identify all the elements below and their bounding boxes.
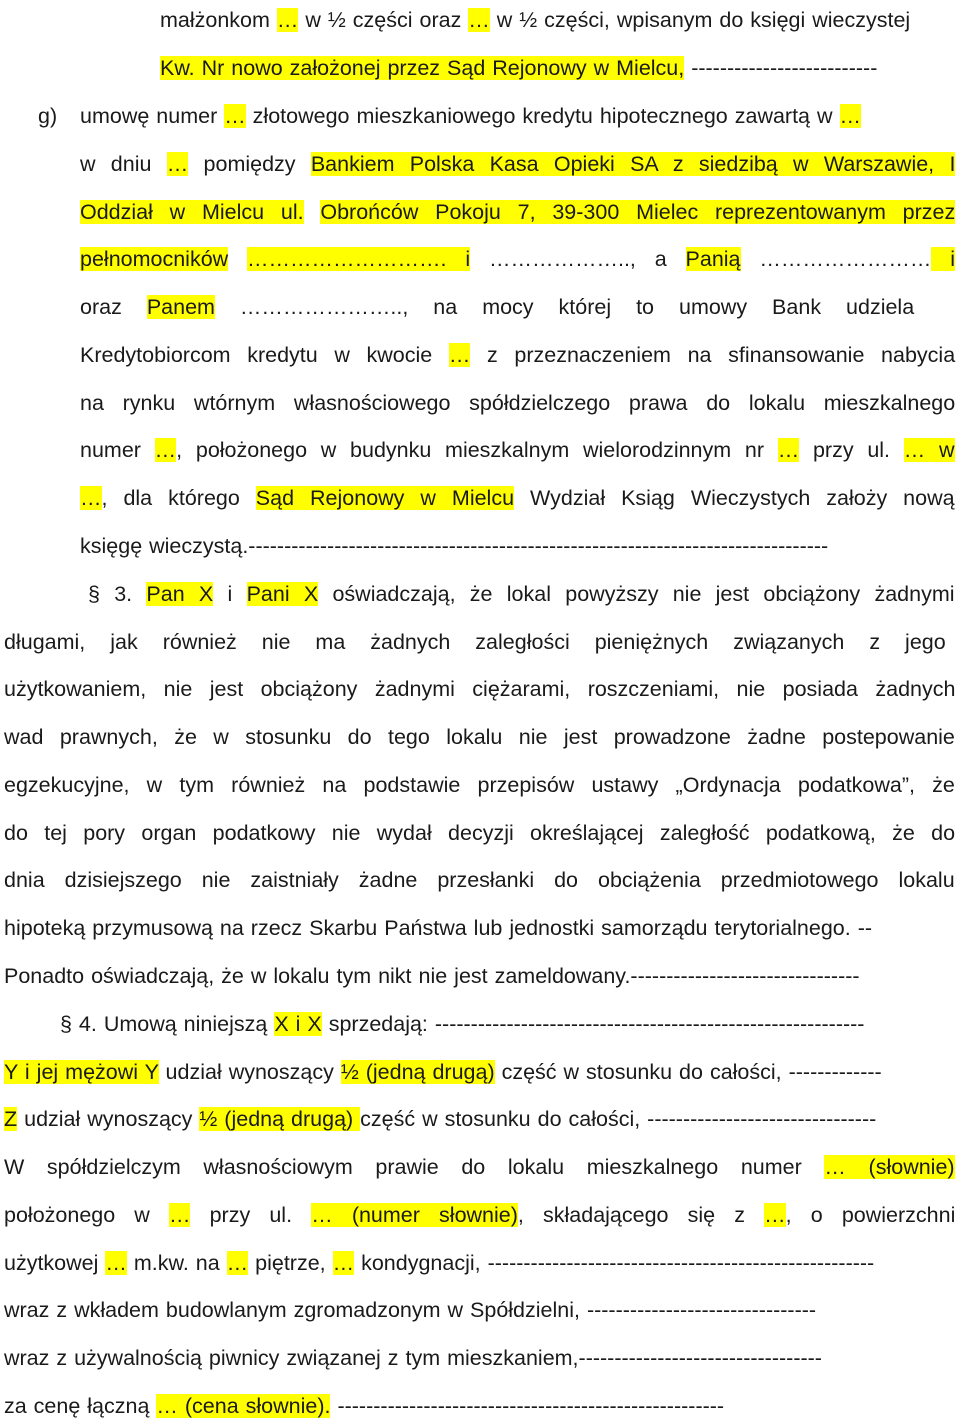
text-line: [4, 864, 955, 896]
text-line: [88, 578, 955, 610]
text-line: [4, 1056, 882, 1088]
highlighted-text: Panem: [146, 295, 215, 319]
text-line: [80, 387, 955, 419]
text-segment: , dla którego: [101, 486, 256, 510]
highlighted-text: …: [80, 486, 102, 510]
highlighted-text: Panią: [685, 247, 741, 271]
text-line: [4, 1247, 874, 1279]
text-segment: wad prawnych, że w stosunku do tego lokalu nie jest prowadzone żadne postepowanie: [4, 725, 955, 749]
highlighted-text: …: [332, 1251, 355, 1275]
text-segment: sprzedają: ------------------------------------------------------------: [321, 1012, 865, 1036]
text-line: [80, 291, 914, 323]
text-line: [80, 243, 955, 275]
text-segment: ……………………: [740, 247, 932, 271]
text-segment: położonego w: [4, 1203, 169, 1227]
text-segment: część w stosunku do całości, --------------------------------: [360, 1107, 877, 1131]
highlighted-text: …: [154, 438, 177, 462]
highlighted-text: Kw. Nr nowo założonej przez Sąd Rejonowy w Mielcu,: [160, 56, 685, 80]
text-segment: księgę wieczystą.---------------------------------------------------------------------------------: [80, 534, 829, 558]
highlighted-text: ½ (jedną drugą): [199, 1107, 361, 1131]
highlighted-text: X i X: [274, 1012, 322, 1036]
text-segment: udział wynoszący: [17, 1107, 200, 1131]
highlighted-text: ………………………. i: [247, 247, 471, 271]
text-segment: § 3.: [88, 582, 147, 606]
text-segment: numer: [80, 438, 155, 462]
text-line: [80, 148, 955, 180]
text-segment: , składającego się z: [517, 1203, 765, 1227]
highlighted-text: …: [224, 104, 246, 128]
text-segment: wraz z używalnością piwnicy związanej z tym mieszkaniem,----------------------------------: [4, 1346, 822, 1370]
text-line: [4, 960, 860, 992]
highlighted-text: …: [105, 1251, 127, 1275]
text-segment: [228, 247, 247, 271]
text-line: [4, 1342, 822, 1374]
text-segment: kondygnacji, ------------------------------------------------------: [354, 1251, 875, 1275]
text-segment: przy ul.: [799, 438, 904, 462]
text-segment: przy ul.: [190, 1203, 312, 1227]
highlighted-text: Y i jej mężowi Y: [4, 1060, 159, 1084]
text-segment: pomiędzy: [188, 152, 311, 176]
text-segment: Kredytobiorcom kredytu w kwocie: [80, 343, 449, 367]
highlighted-text: …: [168, 1203, 191, 1227]
text-segment: m.kw. na: [126, 1251, 227, 1275]
highlighted-text: …: [276, 8, 299, 32]
highlighted-text: …: [448, 343, 471, 367]
list-marker-g: g): [38, 104, 58, 128]
highlighted-text: …: [468, 8, 490, 32]
text-line: [80, 482, 955, 514]
text-line: [4, 769, 955, 801]
text-segment: dnia dzisiejszego nie zaistniały żadne przesłanki do obciążenia przedmiotowego lokalu: [4, 868, 955, 892]
highlighted-text: …: [777, 438, 800, 462]
text-segment: użytkowej: [4, 1251, 106, 1275]
text-line: [4, 721, 955, 753]
text-segment: ------------------------------------------------------: [330, 1394, 725, 1418]
text-segment: , o powierzchni: [785, 1203, 956, 1227]
highlighted-text: … (cena słownie).: [156, 1394, 331, 1418]
text-segment: użytkowaniem, nie jest obciążony żadnymi ciężarami, roszczeniami, nie posiada żadnych: [4, 677, 956, 701]
text-line: [60, 1008, 864, 1040]
highlighted-text: ½ (jedną drugą): [340, 1060, 495, 1084]
highlighted-text: …: [839, 104, 861, 128]
text-line: [4, 912, 872, 944]
text-segment: --------------------------: [684, 56, 878, 80]
text-segment: w dniu: [80, 152, 167, 176]
text-segment: za cenę łączną: [4, 1394, 157, 1418]
text-segment: długami, jak również nie ma żadnych zaległości pieniężnych związanych z jego: [4, 630, 946, 654]
text-line: [4, 1103, 876, 1135]
text-segment: [304, 200, 321, 224]
highlighted-text: Pan X: [146, 582, 214, 606]
text-segment: do tej pory organ podatkowy nie wydał decyzji określającej zaległość podatkową, że do: [4, 821, 956, 845]
highlighted-text: …: [764, 1203, 786, 1227]
text-segment: oświadczają, że lokal powyższy nie jest obciążony żadnymi: [318, 582, 955, 606]
highlighted-text: pełnomocników: [80, 247, 229, 271]
text-line: [160, 52, 877, 84]
text-line: [80, 530, 828, 562]
highlighted-text: …: [226, 1251, 249, 1275]
text-segment: piętrze,: [248, 1251, 333, 1275]
text-segment: i: [213, 582, 247, 606]
text-segment: złotowego mieszkaniowego kredytu hipotecznego zawartą w: [245, 104, 840, 128]
highlighted-text: Z: [4, 1107, 18, 1131]
text-line: [80, 196, 955, 228]
text-line: [4, 1294, 816, 1326]
highlighted-text: Oddział w Mielcu ul.: [80, 200, 304, 224]
text-segment: , położonego w budynku mieszkalnym wielorodzinnym nr: [176, 438, 778, 462]
text-segment: ………………….., na mocy której to umowy Bank udziela: [214, 295, 915, 319]
text-line: [80, 339, 955, 371]
text-segment: w ½ części, wpisanym do księgi wieczystej: [489, 8, 911, 32]
text-segment: małżonkom: [160, 8, 277, 32]
text-segment: wraz z wkładem budowlanym zgromadzonym w Spółdzielni, --------------------------------: [4, 1298, 817, 1322]
highlighted-text: i: [931, 247, 955, 271]
highlighted-text: …: [166, 152, 189, 176]
text-line: [4, 1390, 724, 1422]
highlighted-text: Bankiem Polska Kasa Opieki SA z siedzibą w Warszawie, I: [310, 152, 956, 176]
text-segment: część w stosunku do całości, -------------: [494, 1060, 882, 1084]
highlighted-text: Obrońców Pokoju 7, 39-300 Mielec reprezentowanym przez: [320, 200, 956, 224]
text-segment: Ponadto oświadczają, że w lokalu tym nikt nie jest zameldowany.--------------------------------: [4, 964, 860, 988]
text-line: [4, 673, 955, 705]
text-segment: Wydział Ksiąg Wieczystych założy nową: [514, 486, 955, 510]
text-segment: umowę numer: [80, 104, 225, 128]
text-segment: hipoteką przymusową na rzecz Skarbu Państwa lub jednostki samorządu terytorialnego. --: [4, 916, 873, 940]
highlighted-text: Pani X: [246, 582, 319, 606]
text-line: [80, 434, 955, 466]
text-segment: W spółdzielczym własnościowym prawie do lokalu mieszkalnego numer: [4, 1155, 825, 1179]
text-segment: w ½ części oraz: [298, 8, 469, 32]
text-segment: § 4. Umową niniejszą: [60, 1012, 275, 1036]
text-line: [4, 817, 955, 849]
text-segment: na rynku wtórnym własnościowego spółdzielczego prawa do lokalu mieszkalnego: [80, 391, 956, 415]
text-line: [4, 626, 946, 658]
highlighted-text: … w: [903, 438, 955, 462]
text-segment: z przeznaczeniem na sfinansowanie nabycia: [470, 343, 956, 367]
text-segment: oraz: [80, 295, 147, 319]
text-line: [4, 1199, 955, 1231]
text-line: [4, 1151, 955, 1183]
highlighted-text: Sąd Rejonowy w Mielcu: [255, 486, 515, 510]
highlighted-text: … (numer słownie): [311, 1203, 518, 1227]
text-segment: egzekucyjne, w tym również na podstawie przepisów ustawy „Ordynacja podatkowa”, że: [4, 773, 955, 797]
highlighted-text: … (słownie): [824, 1155, 955, 1179]
text-line: [160, 4, 910, 36]
text-segment: udział wynoszący: [158, 1060, 341, 1084]
text-segment: ……………….., a: [470, 247, 686, 271]
text-line: [80, 100, 861, 132]
